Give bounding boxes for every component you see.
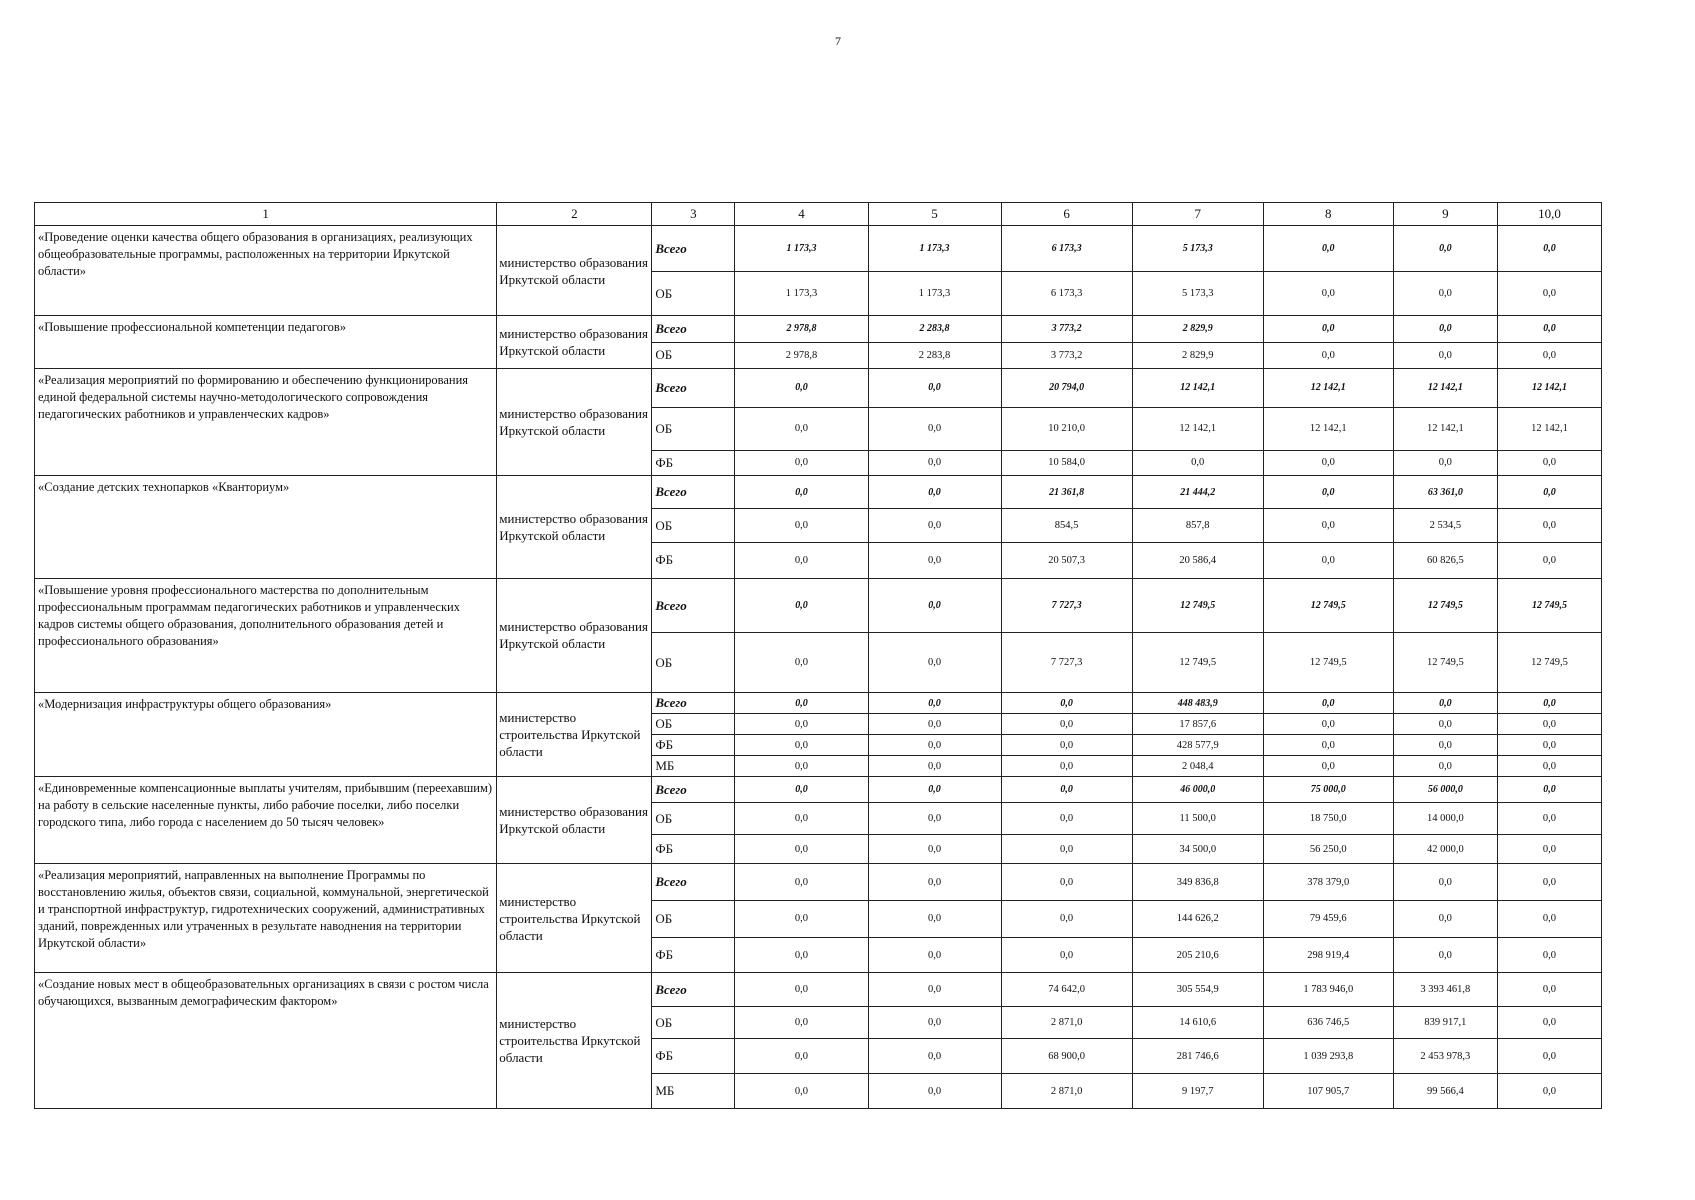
- value-cell: 0,0: [1393, 937, 1497, 973]
- measure-name: «Реализация мероприятий по формированию и обеспечению функционирования единой федеральной системы научно-методологического сопровождения педагогических работников и управленческих кадров»: [35, 368, 497, 475]
- value-cell: 0,0: [1497, 864, 1601, 901]
- value-cell: 12 142,1: [1497, 407, 1601, 450]
- value-cell: 0,0: [868, 777, 1001, 803]
- funding-source: ОБ: [652, 407, 735, 450]
- value-cell: 378 379,0: [1263, 864, 1393, 901]
- value-cell: 0,0: [735, 475, 868, 509]
- value-cell: 12 749,5: [1132, 633, 1263, 693]
- value-cell: 12 749,5: [1263, 633, 1393, 693]
- measure-name: «Модернизация инфраструктуры общего образования»: [35, 693, 497, 777]
- header-cell: 6: [1001, 203, 1132, 226]
- value-cell: 0,0: [735, 407, 868, 450]
- value-cell: 3 773,2: [1001, 342, 1132, 368]
- value-cell: 5 173,3: [1132, 226, 1263, 272]
- value-cell: 0,0: [1393, 714, 1497, 735]
- value-cell: 0,0: [735, 900, 868, 937]
- value-cell: 0,0: [868, 1006, 1001, 1039]
- value-cell: 0,0: [1263, 450, 1393, 475]
- funding-source: ОБ: [652, 342, 735, 368]
- value-cell: 0,0: [1001, 714, 1132, 735]
- value-cell: 2 871,0: [1001, 1006, 1132, 1039]
- value-cell: 12 142,1: [1393, 407, 1497, 450]
- value-cell: 0,0: [735, 368, 868, 407]
- value-cell: 0,0: [1393, 450, 1497, 475]
- value-cell: 2 048,4: [1132, 756, 1263, 777]
- value-cell: 74 642,0: [1001, 973, 1132, 1007]
- value-cell: 60 826,5: [1393, 543, 1497, 579]
- value-cell: 12 142,1: [1263, 368, 1393, 407]
- value-cell: 281 746,6: [1132, 1039, 1263, 1074]
- funding-source: ФБ: [652, 937, 735, 973]
- value-cell: 0,0: [735, 834, 868, 863]
- value-cell: 107 905,7: [1263, 1074, 1393, 1109]
- value-cell: 0,0: [1497, 834, 1601, 863]
- value-cell: 2 978,8: [735, 342, 868, 368]
- value-cell: 0,0: [1497, 1039, 1601, 1074]
- value-cell: 6 173,3: [1001, 272, 1132, 316]
- value-cell: 3 773,2: [1001, 316, 1132, 342]
- value-cell: 0,0: [1001, 777, 1132, 803]
- value-cell: 1 173,3: [868, 226, 1001, 272]
- value-cell: 0,0: [868, 1074, 1001, 1109]
- measure-name: «Создание новых мест в общеобразовательных организациях в связи с ростом числа обучающихся, вызванным демографическим фактором»: [35, 973, 497, 1109]
- header-cell: 8: [1263, 203, 1393, 226]
- value-cell: 99 566,4: [1393, 1074, 1497, 1109]
- value-cell: 68 900,0: [1001, 1039, 1132, 1074]
- value-cell: 0,0: [735, 578, 868, 633]
- value-cell: 0,0: [868, 937, 1001, 973]
- header-cell: 7: [1132, 203, 1263, 226]
- funding-source: ОБ: [652, 803, 735, 834]
- value-cell: 0,0: [1497, 226, 1601, 272]
- value-cell: 0,0: [735, 693, 868, 714]
- section-total-row: [35, 475, 1602, 509]
- value-cell: 0,0: [1497, 475, 1601, 509]
- value-cell: 21 444,2: [1132, 475, 1263, 509]
- value-cell: 2 829,9: [1132, 342, 1263, 368]
- value-cell: 428 577,9: [1132, 735, 1263, 756]
- funding-source: ОБ: [652, 272, 735, 316]
- value-cell: 0,0: [735, 633, 868, 693]
- funding-source: Всего: [652, 864, 735, 901]
- value-cell: 0,0: [1497, 509, 1601, 543]
- measure-name: «Проведение оценки качества общего образования в организациях, реализующих общеобразовательные программы, расположенных на территории Иркутской области»: [35, 226, 497, 316]
- value-cell: 0,0: [1393, 342, 1497, 368]
- value-cell: 63 361,0: [1393, 475, 1497, 509]
- funding-source: ФБ: [652, 1039, 735, 1074]
- measure-name: «Повышение профессиональной компетенции педагогов»: [35, 316, 497, 368]
- value-cell: 0,0: [1263, 475, 1393, 509]
- header-cell: 10,0: [1497, 203, 1601, 226]
- value-cell: 2 534,5: [1393, 509, 1497, 543]
- value-cell: 0,0: [1263, 226, 1393, 272]
- value-cell: 0,0: [868, 543, 1001, 579]
- section-total-row: [35, 777, 1602, 803]
- funding-source: ОБ: [652, 633, 735, 693]
- executor-name: министерство образования Иркутской области: [497, 475, 652, 578]
- value-cell: 12 749,5: [1393, 578, 1497, 633]
- value-cell: 0,0: [1001, 756, 1132, 777]
- value-cell: 0,0: [735, 937, 868, 973]
- page-number: 7: [835, 34, 841, 48]
- value-cell: 0,0: [735, 714, 868, 735]
- value-cell: 0,0: [1393, 735, 1497, 756]
- value-cell: 0,0: [1393, 756, 1497, 777]
- value-cell: 0,0: [1497, 543, 1601, 579]
- value-cell: 0,0: [1497, 1074, 1601, 1109]
- value-cell: 42 000,0: [1393, 834, 1497, 863]
- funding-source: ФБ: [652, 450, 735, 475]
- value-cell: 0,0: [735, 777, 868, 803]
- header-cell: 5: [868, 203, 1001, 226]
- value-cell: 7 727,3: [1001, 633, 1132, 693]
- value-cell: 20 507,3: [1001, 543, 1132, 579]
- funding-source: Всего: [652, 693, 735, 714]
- value-cell: 14 610,6: [1132, 1006, 1263, 1039]
- value-cell: 0,0: [868, 803, 1001, 834]
- value-cell: 1 173,3: [735, 226, 868, 272]
- funding-source: ФБ: [652, 543, 735, 579]
- header-cell: 4: [735, 203, 868, 226]
- funding-source: Всего: [652, 316, 735, 342]
- value-cell: 12 142,1: [1132, 368, 1263, 407]
- value-cell: 0,0: [1001, 693, 1132, 714]
- measure-name: «Реализация мероприятий, направленных на выполнение Программы по восстановлению жилья, объектов связи, социальной, коммунальной, энергетической и транспортной инфраструктур, гидротехнических сооружений, административных зданий, поврежденных или утраченных в результате наводнения на территории Иркутской области»: [35, 864, 497, 973]
- value-cell: 0,0: [1001, 864, 1132, 901]
- executor-name: министерство строительства Иркутской области: [497, 973, 652, 1109]
- value-cell: 0,0: [1393, 226, 1497, 272]
- value-cell: 0,0: [868, 633, 1001, 693]
- value-cell: 298 919,4: [1263, 937, 1393, 973]
- value-cell: 0,0: [1001, 735, 1132, 756]
- value-cell: 7 727,3: [1001, 578, 1132, 633]
- value-cell: 205 210,6: [1132, 937, 1263, 973]
- value-cell: 636 746,5: [1263, 1006, 1393, 1039]
- header-cell: 3: [652, 203, 735, 226]
- value-cell: 11 500,0: [1132, 803, 1263, 834]
- value-cell: 0,0: [1497, 900, 1601, 937]
- value-cell: 0,0: [735, 543, 868, 579]
- value-cell: 0,0: [1497, 735, 1601, 756]
- funding-source: ФБ: [652, 735, 735, 756]
- value-cell: 0,0: [868, 973, 1001, 1007]
- value-cell: 0,0: [868, 450, 1001, 475]
- value-cell: 10 584,0: [1001, 450, 1132, 475]
- section-total-row: [35, 368, 1602, 407]
- value-cell: 20 586,4: [1132, 543, 1263, 579]
- funding-source: ФБ: [652, 834, 735, 863]
- value-cell: 0,0: [1263, 543, 1393, 579]
- funding-source: ОБ: [652, 1006, 735, 1039]
- value-cell: 0,0: [1497, 342, 1601, 368]
- value-cell: 0,0: [868, 509, 1001, 543]
- executor-name: министерство образования Иркутской области: [497, 578, 652, 692]
- value-cell: 0,0: [735, 1074, 868, 1109]
- value-cell: 21 361,8: [1001, 475, 1132, 509]
- value-cell: 20 794,0: [1001, 368, 1132, 407]
- value-cell: 0,0: [1263, 342, 1393, 368]
- value-cell: 448 483,9: [1132, 693, 1263, 714]
- value-cell: 2 453 978,3: [1393, 1039, 1497, 1074]
- value-cell: 75 000,0: [1263, 777, 1393, 803]
- value-cell: 2 283,8: [868, 316, 1001, 342]
- value-cell: 0,0: [1497, 756, 1601, 777]
- value-cell: 6 173,3: [1001, 226, 1132, 272]
- value-cell: 0,0: [1001, 900, 1132, 937]
- value-cell: 1 783 946,0: [1263, 973, 1393, 1007]
- value-cell: 0,0: [1497, 973, 1601, 1007]
- value-cell: 349 836,8: [1132, 864, 1263, 901]
- value-cell: 854,5: [1001, 509, 1132, 543]
- section-total-row: [35, 973, 1602, 1007]
- section-total-row: [35, 316, 1602, 342]
- value-cell: 12 142,1: [1132, 407, 1263, 450]
- value-cell: 0,0: [1263, 272, 1393, 316]
- value-cell: 0,0: [868, 693, 1001, 714]
- value-cell: 0,0: [1001, 834, 1132, 863]
- value-cell: 0,0: [735, 864, 868, 901]
- section-total-row: [35, 226, 1602, 272]
- header-cell: 9: [1393, 203, 1497, 226]
- value-cell: 0,0: [735, 803, 868, 834]
- value-cell: 12 142,1: [1497, 368, 1601, 407]
- funding-source: ОБ: [652, 900, 735, 937]
- value-cell: 0,0: [735, 1039, 868, 1074]
- value-cell: 56 250,0: [1263, 834, 1393, 863]
- value-cell: 0,0: [1001, 937, 1132, 973]
- value-cell: 0,0: [1393, 900, 1497, 937]
- value-cell: 0,0: [868, 475, 1001, 509]
- value-cell: 0,0: [1497, 693, 1601, 714]
- value-cell: 34 500,0: [1132, 834, 1263, 863]
- measure-name: «Создание детских технопарков «Кванториум»: [35, 475, 497, 578]
- value-cell: 14 000,0: [1393, 803, 1497, 834]
- value-cell: 0,0: [868, 834, 1001, 863]
- header-row: [35, 203, 1602, 226]
- value-cell: 0,0: [868, 864, 1001, 901]
- value-cell: 0,0: [1001, 803, 1132, 834]
- executor-name: министерство строительства Иркутской области: [497, 864, 652, 973]
- funding-source: Всего: [652, 578, 735, 633]
- value-cell: 46 000,0: [1132, 777, 1263, 803]
- value-cell: 0,0: [868, 368, 1001, 407]
- measure-name: «Единовременные компенсационные выплаты учителям, прибывшим (переехавшим) на работу в сельские населенные пункты, либо рабочие поселки, либо поселки городского типа, либо города с населением до 50 тысяч человек»: [35, 777, 497, 864]
- funding-source: Всего: [652, 475, 735, 509]
- value-cell: 0,0: [1497, 272, 1601, 316]
- value-cell: 18 750,0: [1263, 803, 1393, 834]
- value-cell: 305 554,9: [1132, 973, 1263, 1007]
- value-cell: 2 283,8: [868, 342, 1001, 368]
- funding-source: МБ: [652, 1074, 735, 1109]
- value-cell: 0,0: [1263, 693, 1393, 714]
- funding-source: Всего: [652, 777, 735, 803]
- value-cell: 0,0: [1263, 316, 1393, 342]
- value-cell: 0,0: [1497, 1006, 1601, 1039]
- value-cell: 1 039 293,8: [1263, 1039, 1393, 1074]
- value-cell: 144 626,2: [1132, 900, 1263, 937]
- value-cell: 0,0: [868, 714, 1001, 735]
- value-cell: 12 749,5: [1263, 578, 1393, 633]
- value-cell: 12 749,5: [1132, 578, 1263, 633]
- section-total-row: [35, 864, 1602, 901]
- value-cell: 12 749,5: [1393, 633, 1497, 693]
- value-cell: 0,0: [1497, 714, 1601, 735]
- funding-source: Всего: [652, 368, 735, 407]
- executor-name: министерство образования Иркутской области: [497, 368, 652, 475]
- value-cell: 0,0: [868, 407, 1001, 450]
- value-cell: 0,0: [1393, 864, 1497, 901]
- value-cell: 1 173,3: [735, 272, 868, 316]
- value-cell: 0,0: [735, 509, 868, 543]
- executor-name: министерство образования Иркутской области: [497, 226, 652, 316]
- value-cell: 0,0: [735, 973, 868, 1007]
- funding-source: Всего: [652, 973, 735, 1007]
- value-cell: 0,0: [1263, 735, 1393, 756]
- measure-name: «Повышение уровня профессионального мастерства по дополнительным профессиональным программам педагогических работников и управленческих кадров системы общего образования, дополнительного образования детей и профессионального образования»: [35, 578, 497, 692]
- header-cell: 1: [35, 203, 497, 226]
- value-cell: 12 142,1: [1393, 368, 1497, 407]
- value-cell: 10 210,0: [1001, 407, 1132, 450]
- value-cell: 0,0: [868, 735, 1001, 756]
- value-cell: 0,0: [735, 1006, 868, 1039]
- value-cell: 0,0: [1497, 937, 1601, 973]
- value-cell: 0,0: [868, 756, 1001, 777]
- value-cell: 0,0: [1263, 756, 1393, 777]
- value-cell: 0,0: [868, 578, 1001, 633]
- value-cell: 9 197,7: [1132, 1074, 1263, 1109]
- value-cell: 0,0: [1393, 316, 1497, 342]
- funding-source: ОБ: [652, 509, 735, 543]
- executor-name: министерство образования Иркутской области: [497, 777, 652, 864]
- value-cell: 0,0: [868, 1039, 1001, 1074]
- executor-name: министерство строительства Иркутской области: [497, 693, 652, 777]
- budget-table: [34, 202, 1602, 1109]
- value-cell: 2 978,8: [735, 316, 868, 342]
- value-cell: 1 173,3: [868, 272, 1001, 316]
- value-cell: 0,0: [868, 900, 1001, 937]
- funding-source: Всего: [652, 226, 735, 272]
- value-cell: 0,0: [1263, 509, 1393, 543]
- value-cell: 3 393 461,8: [1393, 973, 1497, 1007]
- value-cell: 857,8: [1132, 509, 1263, 543]
- value-cell: 0,0: [735, 450, 868, 475]
- value-cell: 0,0: [1497, 803, 1601, 834]
- value-cell: 0,0: [1393, 693, 1497, 714]
- value-cell: 839 917,1: [1393, 1006, 1497, 1039]
- value-cell: 0,0: [1393, 272, 1497, 316]
- value-cell: 12 142,1: [1263, 407, 1393, 450]
- value-cell: 2 871,0: [1001, 1074, 1132, 1109]
- value-cell: 12 749,5: [1497, 578, 1601, 633]
- value-cell: 0,0: [1132, 450, 1263, 475]
- value-cell: 0,0: [735, 756, 868, 777]
- value-cell: 79 459,6: [1263, 900, 1393, 937]
- value-cell: 5 173,3: [1132, 272, 1263, 316]
- section-total-row: [35, 578, 1602, 633]
- value-cell: 0,0: [1263, 714, 1393, 735]
- section-total-row: [35, 693, 1602, 714]
- value-cell: 0,0: [1497, 450, 1601, 475]
- funding-source: ОБ: [652, 714, 735, 735]
- value-cell: 0,0: [735, 735, 868, 756]
- value-cell: 0,0: [1497, 316, 1601, 342]
- value-cell: 2 829,9: [1132, 316, 1263, 342]
- header-cell: 2: [497, 203, 652, 226]
- executor-name: министерство образования Иркутской области: [497, 316, 652, 368]
- value-cell: 56 000,0: [1393, 777, 1497, 803]
- value-cell: 12 749,5: [1497, 633, 1601, 693]
- value-cell: 0,0: [1497, 777, 1601, 803]
- funding-source: МБ: [652, 756, 735, 777]
- value-cell: 17 857,6: [1132, 714, 1263, 735]
